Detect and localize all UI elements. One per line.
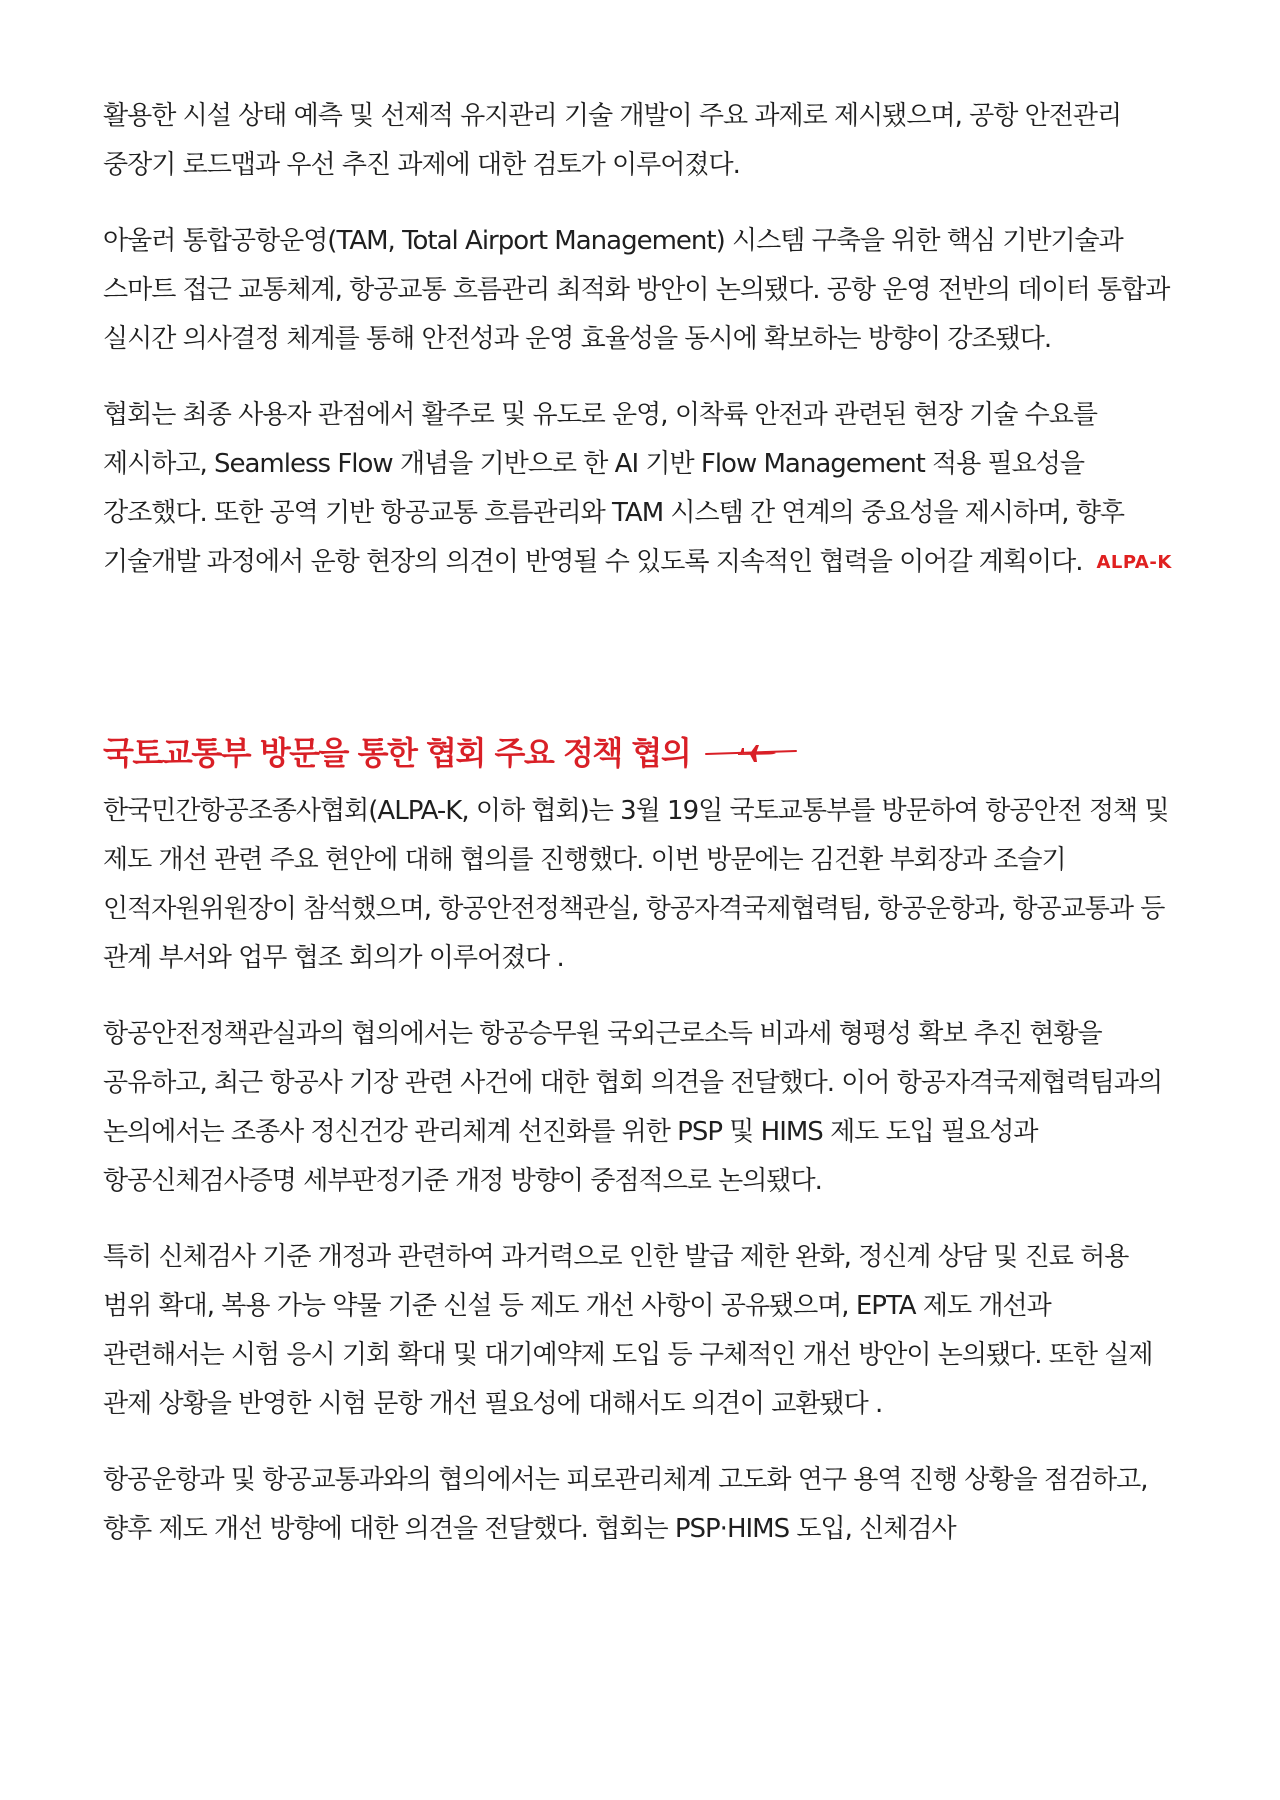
body-paragraph — [103, 391, 1177, 587]
section-heading — [103, 731, 1177, 775]
policy-section — [103, 731, 1177, 1554]
body-paragraph: 항공운항과 및 항공교통과와의 협의에서는 피로관리체계 고도화 연구 용역 진행 상황을 점검하고, 향후 제도 개선 방향에 대한 의견을 전달했다. 협회는 PSP·HIMS 도입, 신체검사 — [103, 1465, 1148, 1544]
airplane-icon — [704, 740, 798, 766]
body-paragraph: 아울러 통합공항운영(TAM, Total Airport Management) 시스템 구축을 위한 핵심 기반기술과 스마트 접근 교통체계, 항공교통 흐름관리 최적화 방안이 논의됐다. 공항 운영 전반의 데이터 통합과 실시간 의사결정 체계를 통해 안전성과 운영 효율성을 동시에 확보하는 방향이 강조됐다. — [103, 226, 1170, 354]
body-paragraph-text: 협회는 최종 사용자 관점에서 활주로 및 유도로 운영, 이착륙 안전과 관련된 현장 기술 수요를 제시하고, Seamless Flow 개념을 기반으로 한 AI 기반 Flow Management 적용 필요성을 강조했다. 또한 공역 기반 항공교통 흐름관리와 TAM 시스템 간 연계의 중요성을 제시하며, 향후 기술개발 과정에서 운항 현장의 의견이 반영될 수 있도록 지속적인 협력을 이어갈 계획이다. — [103, 400, 1124, 577]
body-paragraph: 활용한 시설 상태 예측 및 선제적 유지관리 기술 개발이 주요 과제로 제시됐으며, 공항 안전관리 중장기 로드맵과 우선 추진 과제에 대한 검토가 이루어졌다. — [103, 101, 1122, 180]
article-page — [103, 92, 1177, 1554]
body-paragraph: 한국민간항공조종사협회(ALPA-K, 이하 협회)는 3월 19일 국토교통부를 방문하여 항공안전 정책 및 제도 개선 관련 주요 현안에 대해 협의를 진행했다. 이번 방문에는 김건환 부회장과 조슬기 인적자원위원장이 참석했으며, 항공안전정책관실, 항공자격국제협력팀, 항공운항과, 항공교통과 등 관계 부서와 업무 협조 회의가 이루어졌다 . — [103, 796, 1169, 973]
body-paragraph: 항공안전정책관실과의 협의에서는 항공승무원 국외근로소득 비과세 형평성 확보 추진 현황을 공유하고, 최근 항공사 기장 관련 사건에 대한 협회 의견을 전달했다. 이어 항공자격국제협력팀과의 논의에서는 조종사 정신건강 관리체계 선진화를 위한 PSP 및 HIMS 제도 도입 필요성과 항공신체검사증명 세부판정기준 개정 방향이 중점적으로 논의됐다. — [103, 1019, 1163, 1196]
source-tag: ALPA-K — [1096, 552, 1172, 573]
section-heading-text: 국토교통부 방문을 통한 협회 주요 정책 협의 — [103, 734, 691, 772]
body-paragraph: 특히 신체검사 기준 개정과 관련하여 과거력으로 인한 발급 제한 완화, 정신계 상담 및 진료 허용 범위 확대, 복용 가능 약물 기준 신설 등 제도 개선 사항이 공유됐으며, EPTA 제도 개선과 관련해서는 시험 응시 기회 확대 및 대기예약제 도입 등 구체적인 개선 방안이 논의됐다. 또한 실제 관제 상황을 반영한 시험 문항 개선 필요성에 대해서도 의견이 교환됐다 . — [103, 1242, 1153, 1419]
intro-section — [103, 92, 1177, 587]
